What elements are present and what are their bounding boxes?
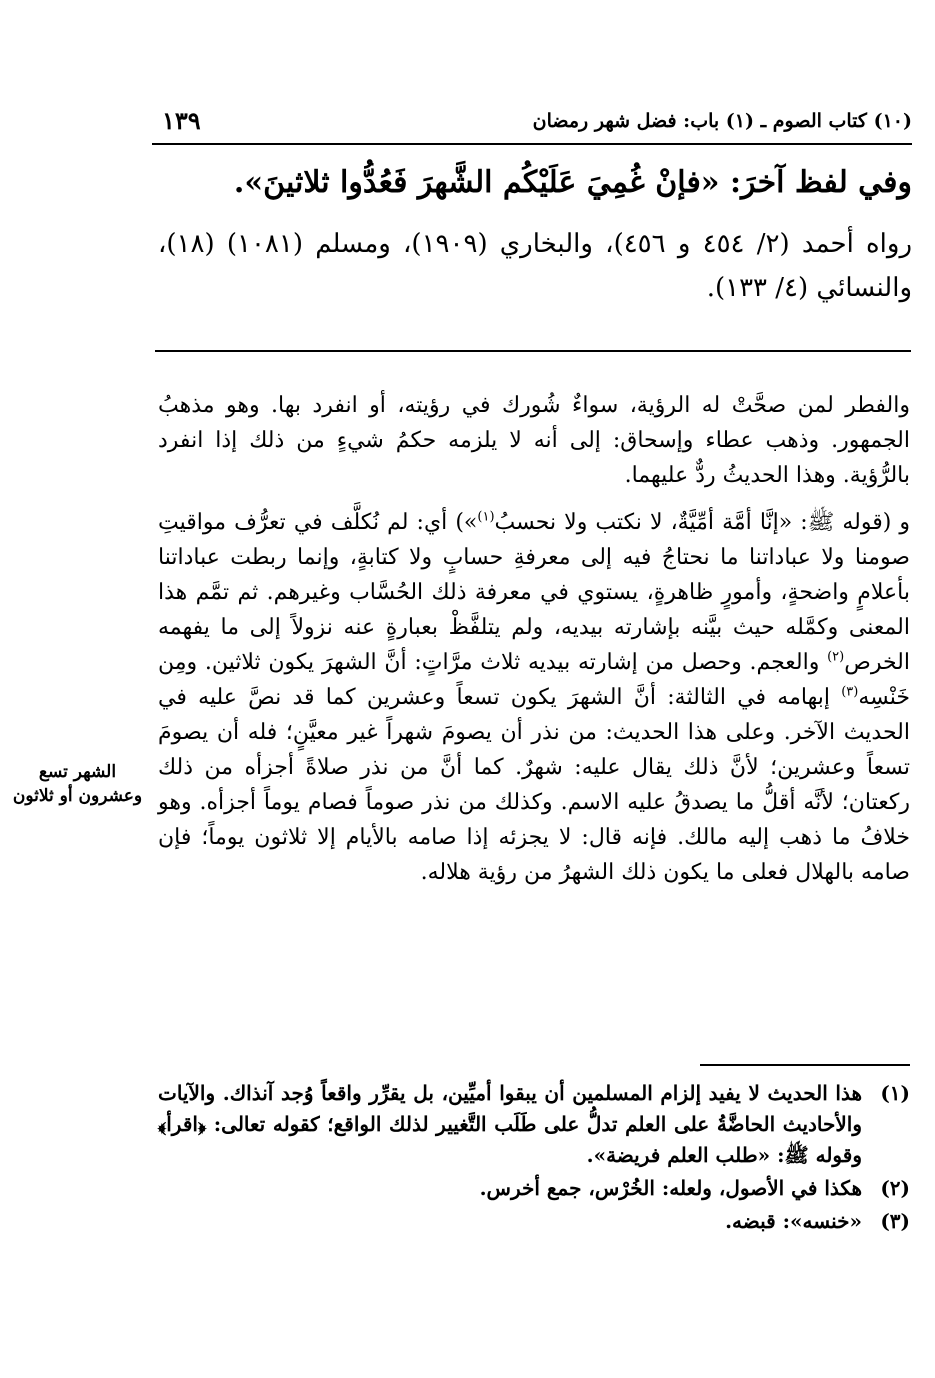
hadith-takhrij: رواه أحمد (٢/ ٤٥٤ و ٤٥٦)، والبخاري (١٩٠٩)، ومسلم (١٠٨١) (١٨)، والنسائي (٤/ ١٣٣).	[158, 229, 912, 303]
commentary-text: و (قوله ﷺ: «إنَّا أمَّة أمِّيَّةٌ، لا نكتب ولا نحسبُ	[494, 510, 910, 535]
footnote-ref-1[interactable]: (١)	[477, 509, 495, 525]
page-number: ١٣٩	[162, 106, 201, 135]
footnote-ref-3[interactable]: (٣)	[841, 684, 859, 700]
margin-note: الشهر تسع وعشرون أو ثلاثون	[12, 762, 143, 806]
footnote-item	[158, 1206, 910, 1237]
hadith-text: وفي لفظ آخرَ: «فإنْ غُمِيَ عَلَيْكُم الشَّهرَ فَعُدُّوا ثلاثينَ».	[233, 165, 912, 200]
commentary-block	[158, 388, 910, 902]
footnote-item	[158, 1078, 910, 1171]
running-title: (١٠) كتاب الصوم ـ (١) باب: فضل شهر رمضان	[532, 110, 912, 132]
footnote-number: (٢)	[880, 1176, 910, 1200]
footnote-text: هكذا في الأصول، ولعله: الخُرْس، جمع أخرس.	[479, 1176, 862, 1200]
hadith-block	[158, 160, 912, 310]
commentary-text: والعجم. وحصل من إشارته بيديه ثلاث مرَّاتٍ: أنَّ الشهرَ يكون ثلاثين. ومِن خَنْسِه	[158, 650, 910, 710]
commentary-text: إبهامه في الثالثة: أنَّ الشهرَ يكون تسعاً وعشرين كما قد نصَّ عليه في الحديث الآخر. وعلى هذا الحديث: من نذر أن يصومَ شهراً غير معيَّنٍ؛ فله أن يصومَ تسعاً وعشرين؛ لأنَّ ذلك يقال عليه: شهرٌ. كما أنَّ من نذر صلاةً أجزأه من ذلك ركعتان؛ لأنَّه أقلُّ ما يصدقُ عليه الاسم. وكذلك من نذر صوماً فصام يوماً أجزأه. وهو خلافُ ما ذهب إليه مالك. فإنه قال: لا يجزئه إذا صامه بالأيام إلا ثلاثون يوماً؛ فإن صامه بالهلال فعلى ما يكون ذلك الشهرُ من رؤية هلاله.	[158, 685, 910, 885]
section-divider	[155, 350, 911, 352]
commentary-paragraph-1: والفطر لمن صحَّتْ له الرؤية، سواءٌ شُورك في رؤيته، أو انفرد بها. وهو مذهبُ الجمهور. وذهب عطاء وإسحاق: إلى أنه لا يلزمه حكمُ شيءٍ من ذلك إذا انفرد بالرُّؤية. وهذا الحديثُ ردٌّ عليهما.	[158, 393, 910, 488]
footnote-ref-2[interactable]: (٢)	[827, 649, 845, 665]
footnote-number: (١)	[880, 1081, 910, 1105]
footnote-text: هذا الحديث لا يفيد إلزام المسلمين أن يبقوا أميِّين، بل يقرِّر واقعاً وُجد آنذاك. والآيات والأحاديث الحاضَّةُ على العلم تدلُّ على طَلَب التَّغيير لذلك الواقع؛ كقوله تعالى: ﴿اقرأ﴾ وقوله ﷺ: «طلب العلم فريضة».	[158, 1081, 862, 1167]
footnotes-block	[158, 1078, 910, 1239]
footnote-item	[158, 1173, 910, 1204]
footnote-divider	[700, 1064, 910, 1066]
header-divider	[152, 143, 912, 145]
commentary-paragraph-2	[158, 505, 910, 890]
footnote-number: (٣)	[880, 1209, 910, 1233]
running-header	[152, 106, 912, 140]
footnote-text: «خنسه»: قبضه.	[725, 1209, 862, 1233]
commentary-text: ») أي: لم نُكلَّف في تعرُّف مواقيتِ صومنا ولا عباداتنا ما نحتاجُ فيه إلى معرفةِ حسابٍ ولا كتابةٍ، وإنما ربطت عباداتنا بأعلامٍ واضحةٍ، وأمورٍ ظاهرةٍ، يستوي في معرفة ذلك الحُسَّاب وغيرهم. ثم تمَّم هذا المعنى وكمَّله حيث بيَّنه بإشارته بيديه، ولم يتلفَّظْ بعبارةٍ عنه نزولاً إلى ما يفهمه الخرص	[158, 510, 910, 675]
